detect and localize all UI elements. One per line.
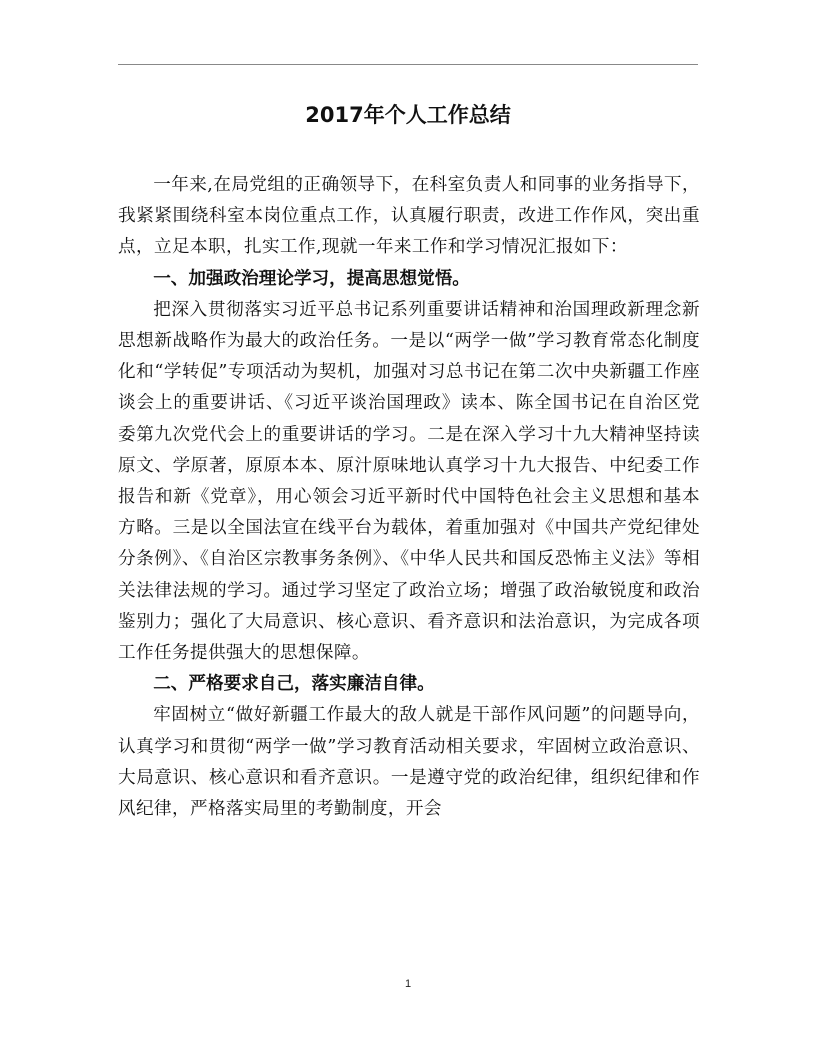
page-number: 1 xyxy=(404,978,412,990)
section-1-heading: 一、加强政治理论学习，提高思想觉悟。 xyxy=(153,268,470,289)
section-2-paragraph: 牢固树立“做好新疆工作最大的敌人就是干部作风问题”的问题导向，认真学习和贯彻“两学一做”学习教育活动相关要求，牢固树立政治意识、大局意识、核心意识和看齐意识。一是遵守党的政治纪律，组织纪律和作风纪律，严格落实局里的考勤制度，开会 xyxy=(118,705,700,820)
section-1-paragraph: 把深入贯彻落实习近平总书记系列重要讲话精神和治国理政新理念新思想新战略作为最大的政治任务。一是以“两学一做”学习教育常态化制度化和“学转促”专项活动为契机，加强对习总书记在第二次中央新疆工作座谈会上的重要讲话、《习近平谈治国理政》读本、陈全国书记在自治区党委第九次党代会上的重要讲话的学习。二是在深入学习十九大精神坚持读原文、学原著，原原本本、原汁原味地认真学习十九大报告、中纪委工作报告和新《党章》，用心领会习近平新时代中国特色社会主义思想和基本方略。三是以全国法宣在线平台为载体，着重加强对《中国共产党纪律处分条例》、《自治区宗教事务条例》、《中华人民共和国反恐怖主义法》等相关法律法规的学习。通过学习坚定了政治立场；增强了政治敏锐度和政治鉴别力；强化了大局意识、核心意识、看齐意识和法治意识，为完成各项工作任务提供强大的思想保障。 xyxy=(118,299,700,664)
header-rule xyxy=(118,64,698,65)
document-body xyxy=(118,170,700,825)
intro-paragraph: 一年来,在局党组的正确领导下，在科室负责人和同事的业务指导下，我紧紧围绕科室本岗位重点工作，认真履行职责，改进工作作风，突出重点，立足本职，扎实工作,现就一年来工作和学习情况汇报如下： xyxy=(118,175,700,258)
section-2-heading: 二、严格要求自己，落实廉洁自律。 xyxy=(153,674,435,695)
document-title: 2017年个人工作总结 xyxy=(305,103,511,127)
